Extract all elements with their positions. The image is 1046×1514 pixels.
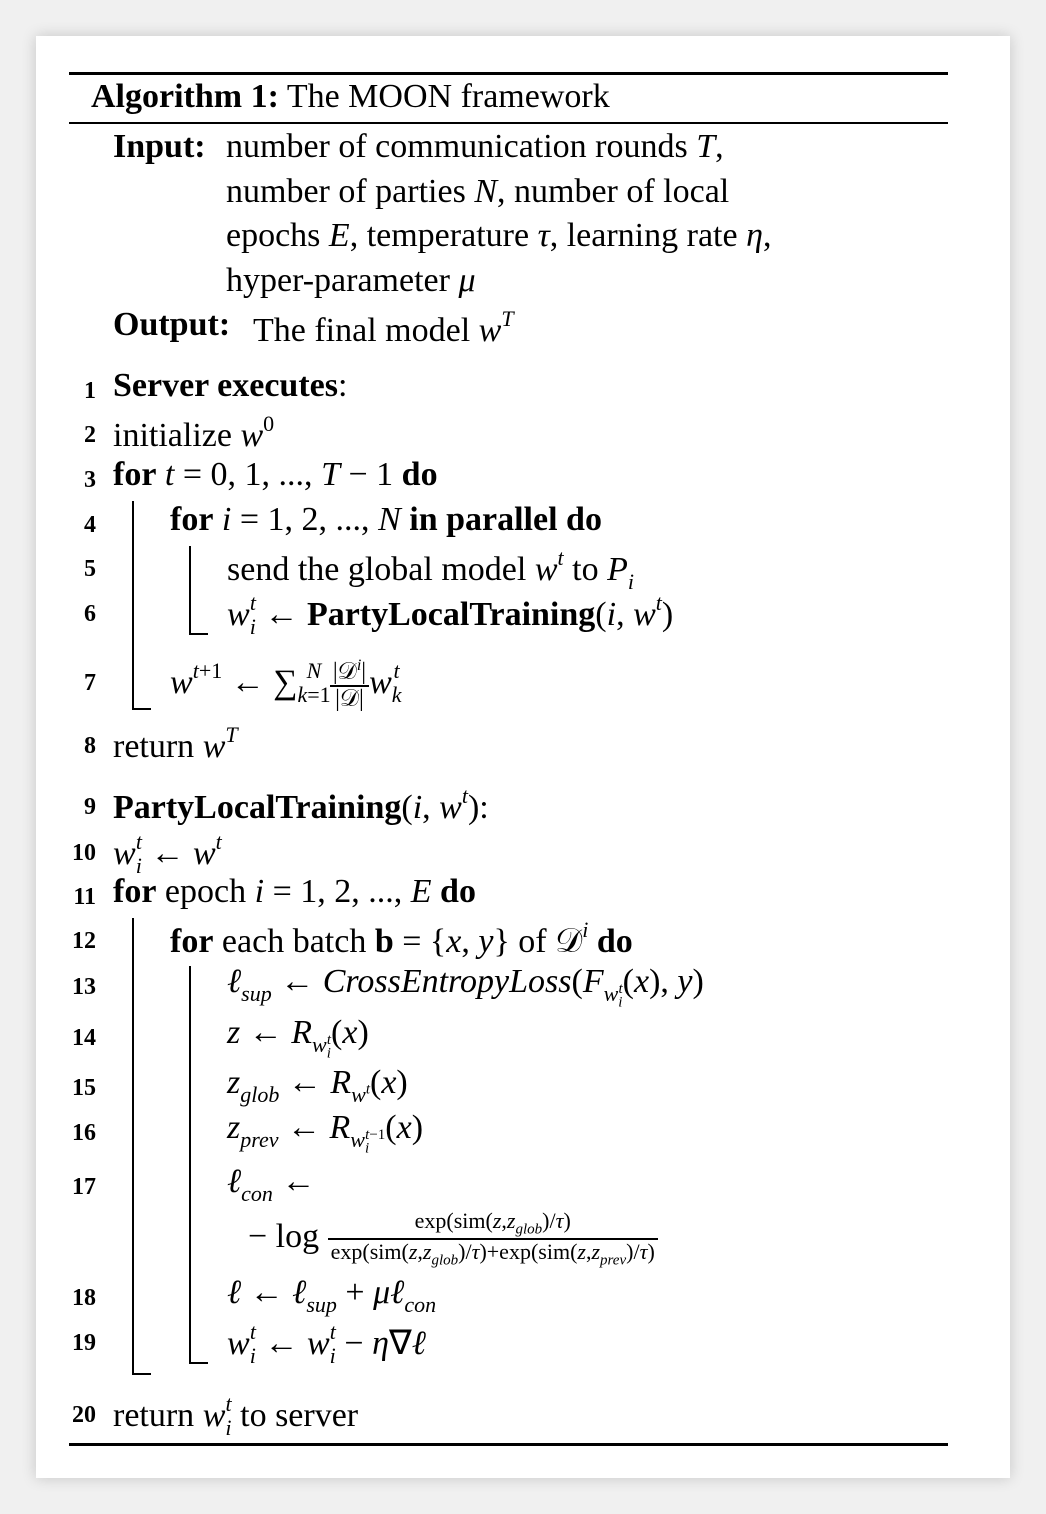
line-number: 18 xyxy=(72,1285,96,1311)
output-text: The final model $w^T$ xyxy=(253,306,514,349)
line-number: 7 xyxy=(84,670,96,696)
line-number: 4 xyxy=(84,512,96,538)
line-17-continuation: − log $\frac{\exp(sim(z,z_{glob})/\tau)}{\exp(sim(z,z_{glob})/\tau)+\exp(sim(z,z_{prev})/\tau)}$ xyxy=(248,1209,658,1269)
input-line-4: hyper-parameter μ xyxy=(226,262,476,299)
block-end-parallel-loop xyxy=(189,633,208,635)
line-13: ℓ$_{sup}$ ← $CrossEntropyLoss(F_{w_i^t}(x)$, y) xyxy=(227,963,704,1011)
line-16: $z_{prev}$ ← $R_{w_i^{t-1}}(x)$ xyxy=(227,1109,424,1157)
block-end-epoch-loop xyxy=(132,1373,151,1375)
line-10: $w_i^t$ ← $w^t$ xyxy=(113,829,222,878)
line-number: 15 xyxy=(72,1075,96,1101)
bottom-rule xyxy=(69,1443,948,1446)
output-label: Output: xyxy=(113,306,231,343)
line-number: 16 xyxy=(72,1120,96,1146)
input-line-2: number of parties N, number of local xyxy=(226,173,730,210)
line-number: 11 xyxy=(73,884,96,910)
line-17: ℓ$_{con}$ ← xyxy=(227,1163,316,1206)
block-bar-parallel-loop xyxy=(189,546,191,635)
line-number: 3 xyxy=(84,467,96,493)
block-end-batch-loop xyxy=(189,1362,208,1364)
line-number: 6 xyxy=(84,601,96,627)
line-number: 17 xyxy=(72,1174,96,1200)
algorithm-caption xyxy=(91,80,610,114)
algorithm-card xyxy=(36,36,1010,1478)
input-label: Input: xyxy=(113,128,206,165)
line-4: for i = 1, 2, ..., N in parallel do xyxy=(170,501,602,538)
line-number: 19 xyxy=(72,1330,96,1356)
line-number: 20 xyxy=(72,1402,96,1428)
algorithm-label: Algorithm 1: xyxy=(91,78,279,115)
line-8: return $w^T$ xyxy=(113,722,238,765)
line-3: for t = 0, 1, ..., T − 1 do xyxy=(113,456,438,493)
algorithm-title: The MOON framework xyxy=(286,78,610,115)
block-bar-epoch-loop xyxy=(132,918,134,1375)
line-number: 1 xyxy=(84,378,96,404)
block-bar-outer-loop xyxy=(132,501,134,710)
line-number: 9 xyxy=(84,794,96,820)
line-2: initialize $w^0$ xyxy=(113,411,275,454)
line-14: z ← $R_{w_i^t}(x)$ xyxy=(227,1014,369,1062)
line-number: 10 xyxy=(72,840,96,866)
line-number: 14 xyxy=(72,1025,96,1051)
line-20: return $w_i^t$ to server xyxy=(113,1391,359,1440)
line-number: 5 xyxy=(84,556,96,582)
line-9: PartyLocalTraining(i, $w^t$): xyxy=(113,783,489,826)
line-5: send the global model $w^t$ to $P_i$ xyxy=(227,545,634,594)
line-6: $w_i^t$ ← PartyLocalTraining(i, $w^t$) xyxy=(227,590,674,639)
line-11: for epoch i = 1, 2, ..., E do xyxy=(113,873,476,910)
block-end-outer-loop xyxy=(132,708,151,710)
line-18: ℓ ← ℓ$_{sup}$ + μℓ$_{con}$ xyxy=(227,1274,437,1317)
line-15: $z_{glob}$ ← $R_{w^t}(x)$ xyxy=(227,1064,408,1107)
input-line-1: number of communication rounds T, xyxy=(226,128,724,165)
line-number: 13 xyxy=(72,974,96,1000)
line-1: Server executes: xyxy=(113,367,348,404)
top-rule xyxy=(69,72,948,75)
caption-rule xyxy=(69,122,948,124)
line-number: 8 xyxy=(84,733,96,759)
line-19: $w_i^t$ ← $w_i^t$ − η∇ℓ xyxy=(227,1319,426,1368)
line-12: for each batch b = {x, y} of 𝒟$^i$ do xyxy=(170,917,633,960)
line-number: 2 xyxy=(84,422,96,448)
line-number: 12 xyxy=(72,928,96,954)
input-line-3: epochs E, temperature τ, learning rate η, xyxy=(226,217,772,254)
line-7: $w^{t+1}$ ← $\sum_{k=1}^N$ $\frac{|𝒟^i|}{\text{|𝒟|}}$ $w_k^t$ xyxy=(170,657,402,713)
block-bar-batch-loop xyxy=(189,966,191,1364)
